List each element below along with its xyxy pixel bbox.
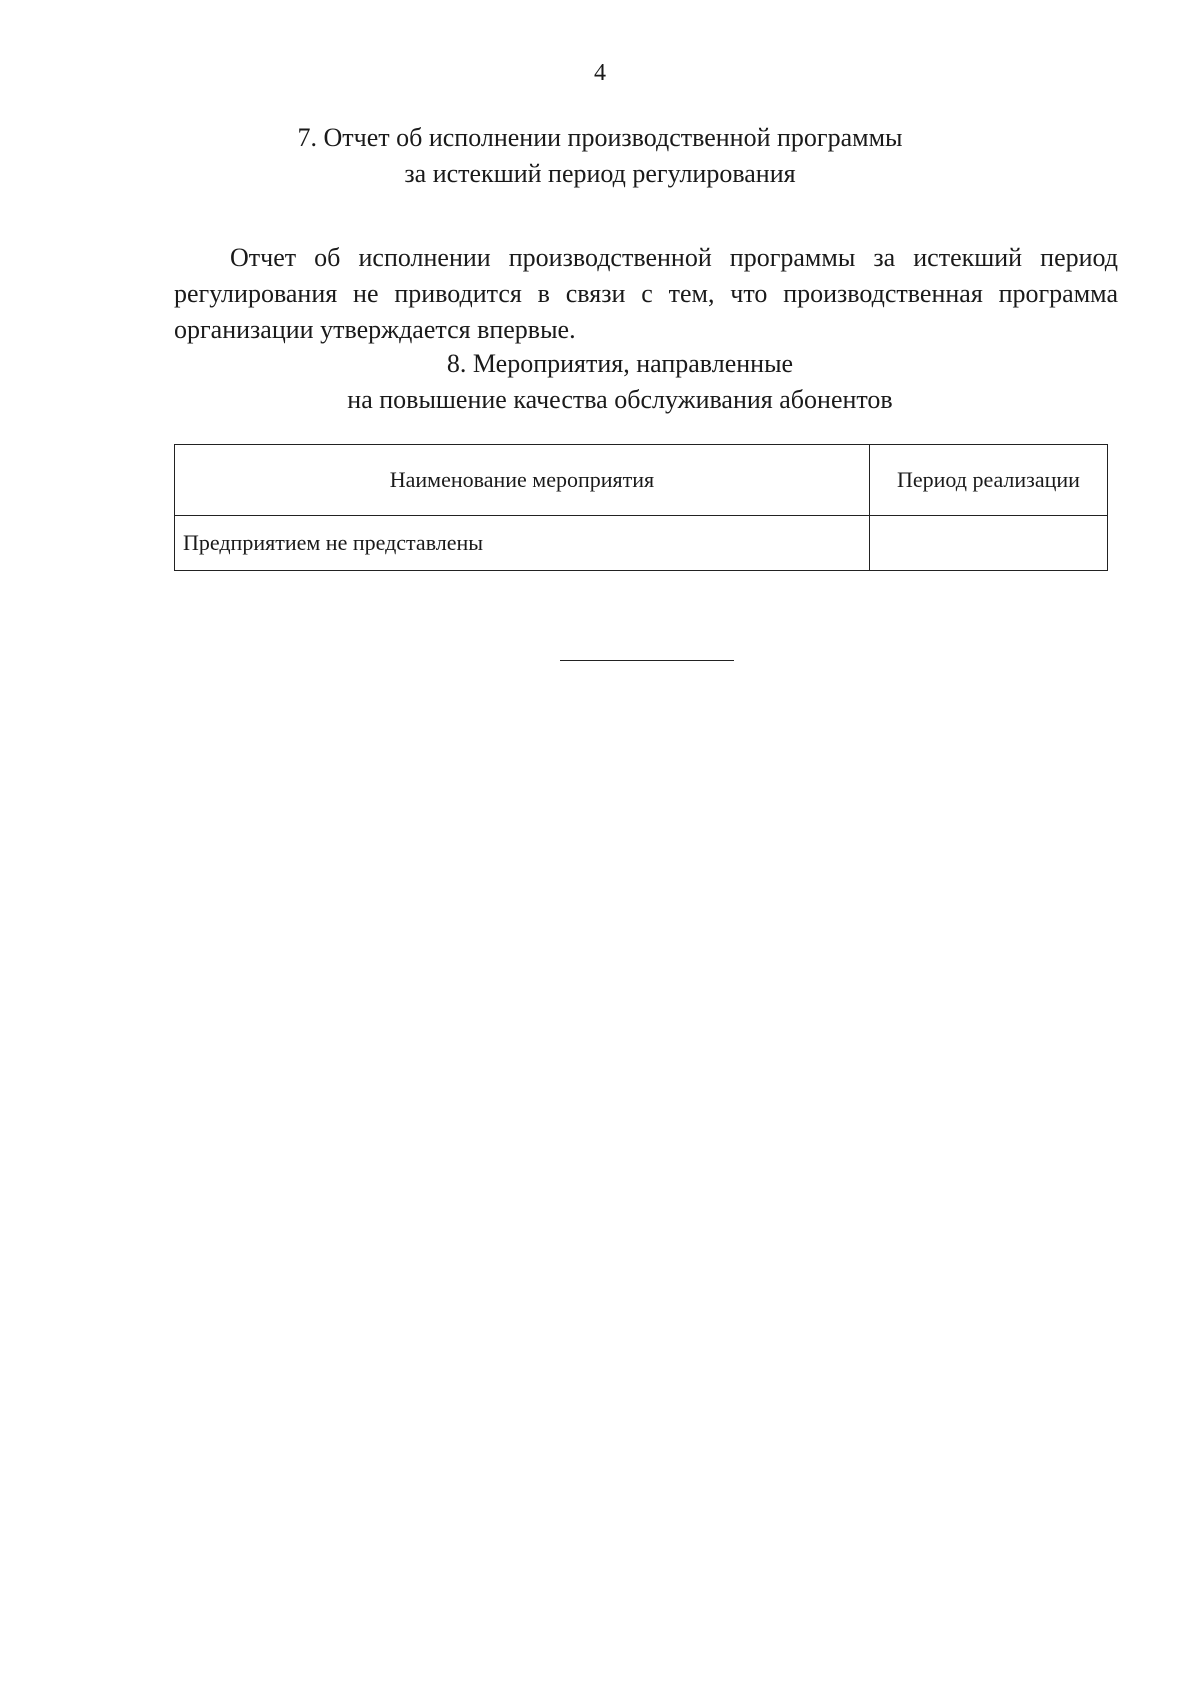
header-implementation-period: Период реализации bbox=[869, 445, 1107, 516]
end-divider-line bbox=[560, 660, 734, 661]
table-header-row bbox=[175, 445, 1108, 516]
section-7-title-line-2: за истекший период регулирования bbox=[404, 159, 796, 188]
cell-implementation-period bbox=[869, 516, 1107, 571]
header-measure-name: Наименование мероприятия bbox=[175, 445, 870, 516]
section-8-title-line-1: 8. Мероприятия, направленные bbox=[446, 349, 794, 378]
section-7-heading bbox=[160, 120, 1040, 192]
section-8-title-line-2: на повышение качества обслуживания абонентов bbox=[347, 385, 893, 414]
section-7-paragraph: Отчет об исполнении производственной программы за истекший период регулирования не приводится в связи с тем, что производственная программа организации утверждается впервые. bbox=[174, 243, 1118, 344]
measures-table bbox=[174, 444, 1108, 571]
table-row bbox=[175, 516, 1108, 571]
page-number: 4 bbox=[594, 60, 606, 86]
section-8-heading bbox=[180, 346, 1060, 418]
cell-measure-name: Предприятием не представлены bbox=[175, 516, 870, 571]
section-7-title-line-1: 7. Отчет об исполнении производственной программы bbox=[297, 123, 903, 152]
